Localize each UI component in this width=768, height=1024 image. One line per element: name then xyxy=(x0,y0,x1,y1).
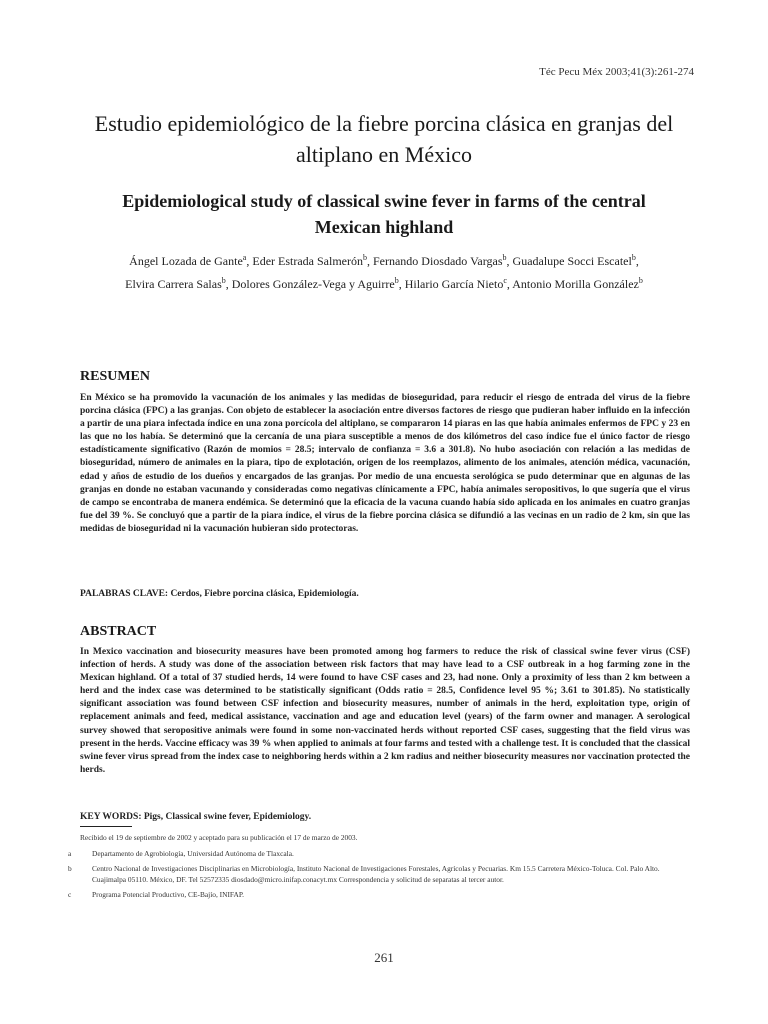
author-affiliation: c xyxy=(503,276,507,285)
author: Eder Estrada Salmerón xyxy=(252,254,363,268)
footnote-text: Departamento de Agrobiología, Universidad Autónoma de Tlaxcala. xyxy=(92,848,294,858)
resumen-heading: RESUMEN xyxy=(80,369,151,384)
footnote-item xyxy=(68,890,690,901)
footnote-text: Centro Nacional de Investigaciones Disciplinarias en Microbiología, Instituto Nacional de Investigaciones Forestales, Agrícolas y Pecuarias. Km 15.5 Carretera México-Toluca. Col. Palo Alto. Cuajimalpa 05110. México, DF. Tel 52572335 diosdado@micro.inifap.conacyt.mx Correspondencia y solicitud de separatas al tercer autor. xyxy=(92,864,660,884)
footnote-item xyxy=(68,864,690,885)
keywords-spanish: PALABRAS CLAVE: Cerdos, Fiebre porcina clásica, Epidemiología. xyxy=(80,589,359,599)
footnote-mark: a xyxy=(68,848,72,858)
author-affiliation: b xyxy=(394,276,399,285)
author: Hilario García Nieto xyxy=(404,277,504,291)
author: Antonio Morilla González xyxy=(512,277,639,291)
footnote-item xyxy=(68,848,690,860)
abstract-heading: ABSTRACT xyxy=(80,624,157,639)
resumen-text: En México se ha promovido la vacunación de los animales y las medidas de bioseguridad, para reducir el riesgo de entrada del virus de la fiebre porcina clásica (FPC) a las granjas. Con objeto de establecer la asociación entre diversos factores de riesgo que pudieran haber influido en la infección a partir de una piara infectada índice en una zona porcícola del altiplano, se compararon 14 piaras en las que había animales enfermos de FPC y 23 en las que no los había. Se determinó que la cercanía de una piara susceptible a menos de dos kilómetros del caso índice fue el único factor de riesgo estadísticamente significativo (Razón de momios = 28.5; intervalo de confianza = 3.6 a 301.8). No hubo asociación con relación a las medidas de bioseguridad, número de animales en la piara, tipo de explotación, origen de los reemplazos, alimento de los animales, atención médica, vacunación, edad y años de estudio de los dueños y encargados de las granjas. Por medio de una encuesta serológica se pudo determinar que en algunas de las granjas en donde no estaban vacunando y consideradas como negativas clínicamente a FPC, había animales seropositivos, lo que sugería que el virus de campo se encontraba de manera endémica. Se determinó que la eficacia de la vacuna cuando había sido aplicada en los animales en cuatro granjas fue del 39 %. Se concluyó que a partir de la piara índice, el virus de la fiebre porcina clásica se difundió a las vecinas en un radio de 2 km, sin que las medidas de bioseguridad ni la vacunación hubieran sido protectoras. xyxy=(80,393,690,534)
page-number: 261 xyxy=(374,950,394,965)
keywords-english: KEY WORDS: Pigs, Classical swine fever, Epidemiology. xyxy=(80,812,312,822)
author-list: Ángel Lozada de Gante$^a$, Eder Estrada Salmerón$^b$, Fernando Diosdado Vargas$^b$, Guadalupe Socci Escatel$^b$, Elvira Carrera Salas$^b$, Dolores González-Vega y Aguirre$^b$, Hilario García Nieto$^c$, Antonio Morilla González$^b$ xyxy=(125,253,643,291)
author-affiliation: b xyxy=(221,276,226,285)
title-english: Epidemiological study of classical swine fever in farms of the central Mexican highland xyxy=(122,191,646,237)
footnotes xyxy=(68,833,690,906)
footnote-divider xyxy=(80,826,132,827)
author-affiliation: b xyxy=(502,253,507,262)
footnote-mark: c xyxy=(68,890,72,899)
author-affiliation: b xyxy=(631,253,636,262)
author-affiliation: a xyxy=(242,253,247,262)
footnote-mark: b xyxy=(68,864,72,873)
author: Fernando Diosdado Vargas xyxy=(372,254,503,268)
author: Ángel Lozada de Gante xyxy=(129,254,243,268)
abstract-text: In Mexico vaccination and biosecurity measures have been promoted among hog farmers to reduce the risk of classical swine fever virus (CSF) infection of herds. A study was done of the association between risk factors that may have lead to a CSF outbreak in a hog farming zone in the Mexican highland. Of a total of 37 studied herds, 14 were found to have CSF cases and 23, had none. Only a proximity of less than 2 km between a herd and the index case was determined to be statistically significant (Odds ratio = 28.5, Confidence level 95 %; 3.61 to 301.85). No statistically significant association was found between CSF infection and biosecurity measures, number of animals in the herd, exploitation type, origin of replacement animals and feed, medical assistance, vaccination and age and education level (years) of the farm owner and manager. A serological survey showed that seropositive animals were found in some non-vaccinated herds without reported CSF cases, suggesting that the field virus was present in the herds. Vaccine efficacy was 39 % when applied to animals at four farms and tested with a challenge test. It is concluded that the classical swine fever virus spread from the index case to neighboring herds within a 2 km radius and neither biosecurity measures nor vaccination protected the herds. xyxy=(80,647,690,775)
author-affiliation: b xyxy=(362,253,367,262)
author: Dolores González-Vega y Aguirre xyxy=(231,277,395,291)
received-note: Recibido el 19 de septiembre de 2002 y aceptado para su publicación el 17 de marzo de 2003. xyxy=(80,833,358,842)
footnote-text: Programa Potencial Productivo, CE-Bajío, INIFAP. xyxy=(92,890,244,899)
journal-citation: Téc Pecu Méx 2003;41(3):261-274 xyxy=(539,66,694,78)
author: Elvira Carrera Salas xyxy=(125,277,222,291)
title-spanish: Estudio epidemiológico de la fiebre porcina clásica en granjas del altiplano en México xyxy=(94,111,674,167)
author: Guadalupe Socci Escatel xyxy=(512,254,632,268)
author-affiliation: b xyxy=(638,276,643,285)
